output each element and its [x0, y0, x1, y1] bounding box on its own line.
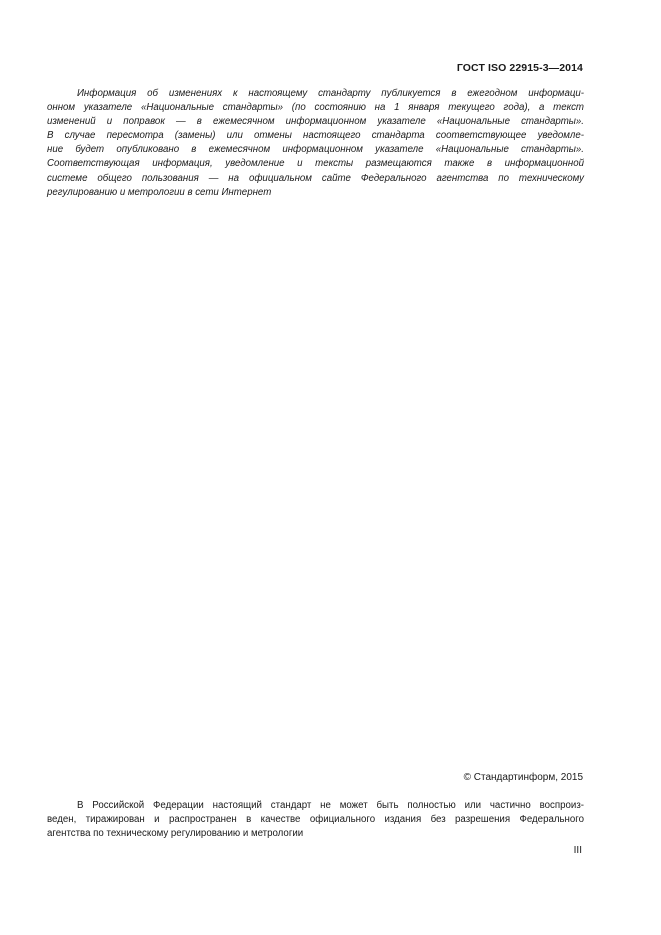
notice-line: В случае пересмотра (замены) или отмены настоящего стандарта соответствующее уведомле-: [47, 130, 584, 142]
notice-line: системе общего пользования — на официальном сайте Федерального агентства по техническому: [47, 172, 584, 184]
notice-line: ние будет опубликовано в ежемесячном информационном указателе «Национальные стандарты».: [47, 144, 584, 156]
notice-line: Информация об изменениях к настоящему стандарту публикуется в ежегодном информаци-: [77, 88, 584, 99]
reproduction-restriction: [47, 799, 584, 842]
notice-line: онном указателе «Национальные стандарты» (по состоянию на 1 января текущего года), а текст: [47, 102, 584, 114]
page-number: III: [573, 845, 582, 856]
notice-line: Соответствующая информация, уведомление и тексты размещаются также в информационной: [47, 158, 584, 170]
amendments-notice: [47, 87, 584, 200]
notice-line: регулированию и метрологии в сети Интернет: [47, 186, 272, 198]
copyright-notice: © Стандартинформ, 2015: [463, 772, 583, 783]
legal-line: агентства по техническому регулированию и метрологии: [47, 828, 304, 840]
legal-line: веден, тиражирован и распространен в качестве официального издания без разрешения Федерального: [47, 814, 584, 826]
notice-line: изменений и поправок — в ежемесячном информационном указателе «Национальные стандарты».: [47, 116, 584, 128]
document-code: ГОСТ ISO 22915-3—2014: [456, 62, 583, 74]
legal-line: В Российской Федерации настоящий стандарт не может быть полностью или частично воспроиз-: [77, 800, 584, 811]
